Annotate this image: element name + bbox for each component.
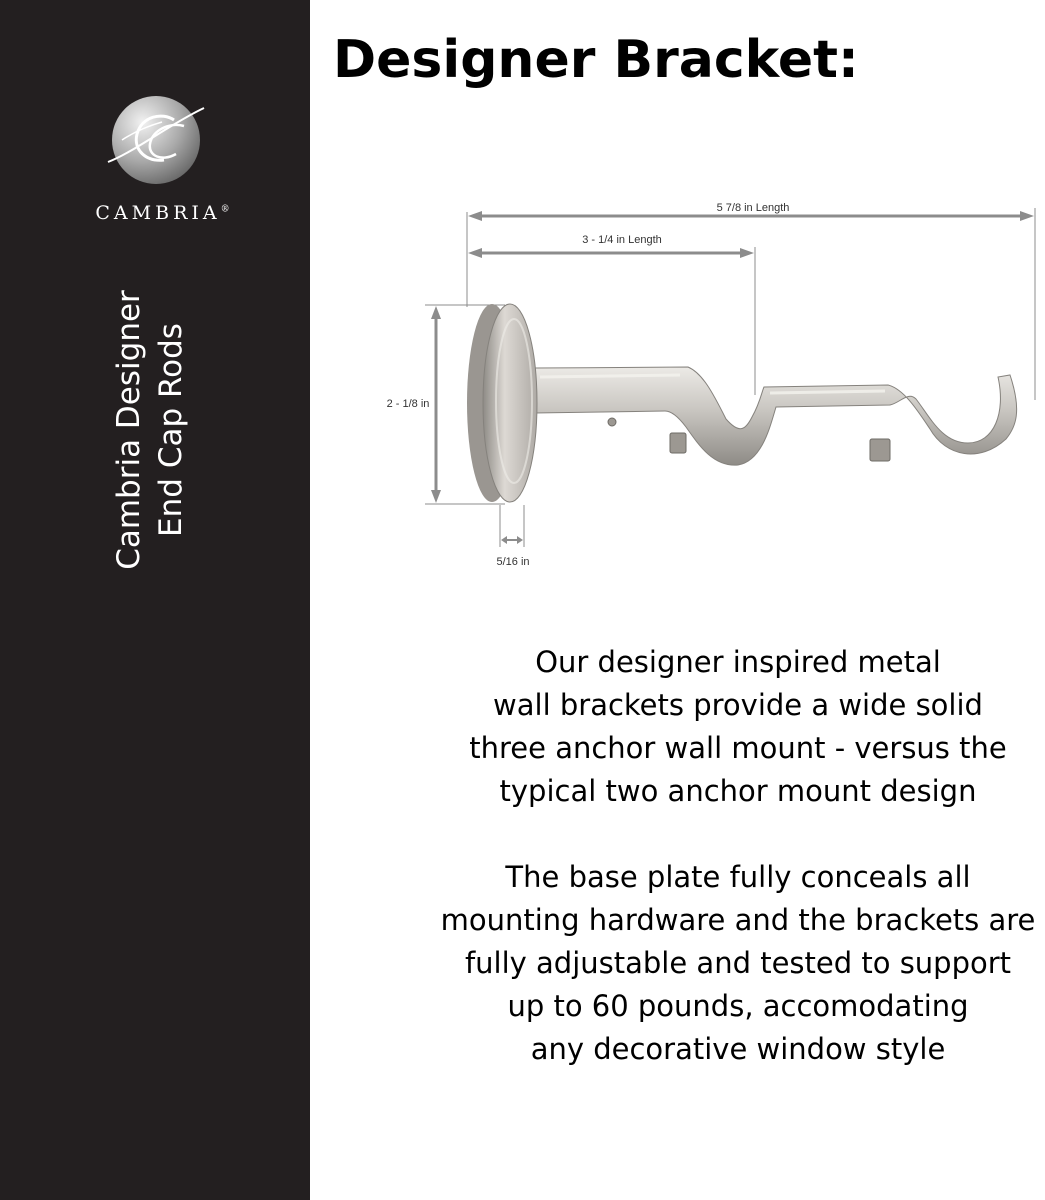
description-paragraph-2 xyxy=(432,856,1044,1071)
description-line: up to 60 pounds, accomodating xyxy=(507,989,969,1023)
product-line-title xyxy=(108,270,192,590)
brand-wordmark: CAMBRIA xyxy=(95,202,221,224)
description-line: three anchor wall mount - versus the xyxy=(469,731,1007,765)
plate-depth-label: 5/16 in xyxy=(496,556,530,568)
description-line: typical two anchor mount design xyxy=(499,774,977,808)
product-line-title-line-2: End Cap Rods xyxy=(153,323,189,537)
brand-name xyxy=(0,202,325,224)
description-paragraph-1 xyxy=(432,641,1044,813)
page-title: Designer Bracket: xyxy=(333,30,859,90)
description-line: fully adjustable and tested to support xyxy=(464,946,1012,980)
description-line: mounting hardware and the brackets are xyxy=(440,903,1036,937)
description-line: any decorative window style xyxy=(530,1032,946,1066)
plate-height-label: 2 - 1/8 in xyxy=(386,398,430,410)
bracket-dimension-diagram xyxy=(380,195,1045,585)
description-line: The base plate fully conceals all xyxy=(505,860,971,894)
product-line-title-line-1: Cambria Designer xyxy=(111,290,147,570)
brand-sidebar xyxy=(0,0,310,1200)
description-line: Our designer inspired metal xyxy=(535,645,941,679)
bracket-illustration xyxy=(467,304,1017,502)
overall-length-label: 5 7/8 in Length xyxy=(716,202,790,214)
registered-mark: ® xyxy=(220,204,230,215)
cambria-logo-icon xyxy=(104,96,210,188)
inner-length-label: 3 - 1/4 in Length xyxy=(582,234,662,246)
description-line: wall brackets provide a wide solid xyxy=(493,688,983,722)
